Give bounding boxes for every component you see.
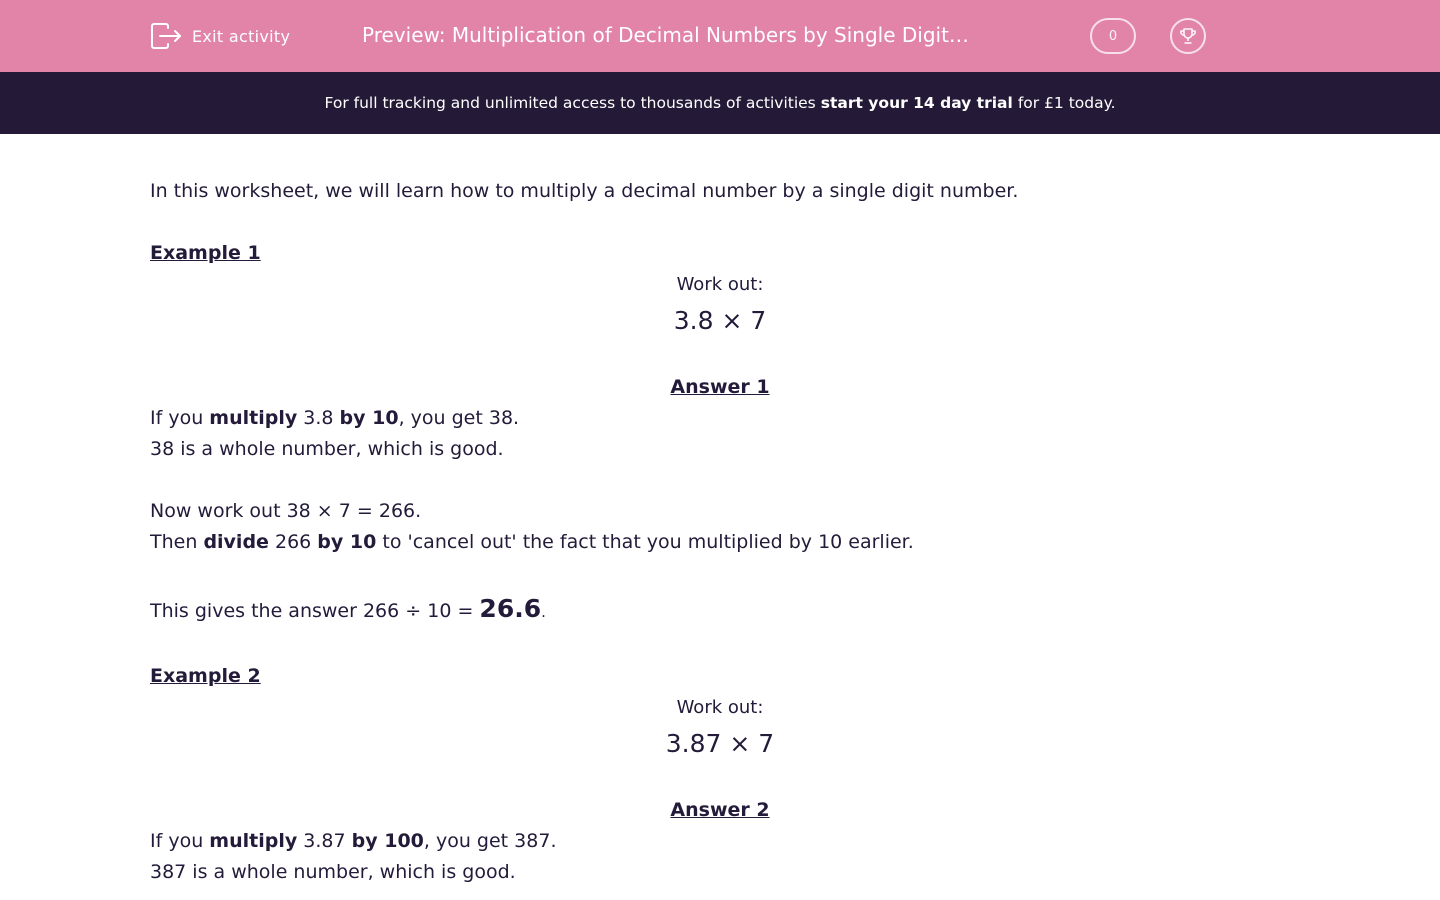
- answer-1-line-3: Now work out 38 × 7 = 266.: [150, 500, 422, 522]
- answer-1-heading: Answer 1: [670, 376, 770, 398]
- example-2-work-out: Work out:: [676, 697, 764, 718]
- banner-text: For full tracking and unlimited access to thousands of activities: [324, 94, 816, 112]
- answer-1-line-1: If you multiply 3.8 by 10, you get 38.: [150, 407, 520, 429]
- trophy-button[interactable]: [1170, 18, 1206, 54]
- example-1-work-out: Work out:: [676, 274, 764, 295]
- example-1-heading: Example 1: [150, 242, 261, 264]
- exit-activity-label: Exit activity: [192, 26, 291, 46]
- answer-1-result: This gives the answer 266 ÷ 10 = 26.6.: [150, 594, 546, 623]
- answer-1-line-2: 38 is a whole number, which is good.: [150, 438, 504, 460]
- page-title: Preview: Multiplication of Decimal Numbers by Single Digit…: [362, 23, 969, 47]
- answer-2-heading: Answer 2: [670, 799, 770, 821]
- example-2-expression: 3.87 × 7: [665, 729, 775, 758]
- exit-icon: [150, 22, 182, 50]
- trial-banner: [0, 72, 1440, 134]
- example-2-heading: Example 2: [150, 665, 261, 687]
- answer-1-value: 26.6: [479, 594, 542, 623]
- example-1-expression: 3.8 × 7: [673, 306, 767, 335]
- intro-text: In this worksheet, we will learn how to multiply a decimal number by a single digit number.: [150, 180, 1019, 202]
- banner-text-end: for £1 today.: [1017, 94, 1116, 112]
- answer-2-line-1: If you multiply 3.87 by 100, you get 387.: [150, 830, 557, 852]
- trophy-icon: [1178, 26, 1198, 46]
- exit-activity-button[interactable]: [150, 22, 290, 50]
- answer-1-line-4: Then divide 266 by 10 to 'cancel out' the fact that you multiplied by 10 earlier.: [150, 531, 914, 553]
- top-bar: [0, 0, 1440, 72]
- score-badge: 0: [1090, 18, 1136, 54]
- answer-2-line-2: 387 is a whole number, which is good.: [150, 861, 516, 883]
- start-trial-link[interactable]: start your 14 day trial: [820, 94, 1013, 112]
